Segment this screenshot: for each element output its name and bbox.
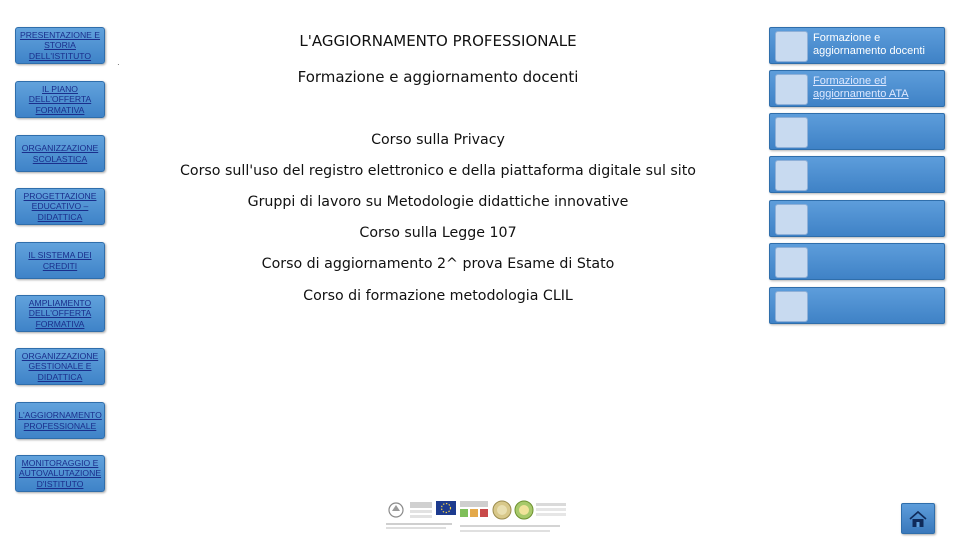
menu-square-icon	[775, 247, 808, 278]
side-menu-empty[interactable]	[769, 243, 945, 280]
nav-item-label: ORGANIZZAZIONE GESTIONALE E DIDATTICA	[21, 350, 99, 382]
page-subtitle: Formazione e aggiornamento docenti	[297, 68, 579, 86]
course-item: Corso di aggiornamento 2^ prova Esame di Stato	[261, 256, 615, 272]
side-menu-formazione-docenti[interactable]	[769, 27, 945, 64]
decorative-dot: ·	[117, 60, 120, 69]
nav-item-aggiornamento[interactable]	[15, 402, 105, 439]
nav-item-label: AMPLIAMENTO DELL'OFFERTA FORMATIVA	[28, 297, 92, 329]
side-menu-empty[interactable]	[769, 200, 945, 237]
nav-item-presentazione[interactable]	[15, 27, 105, 64]
nav-item-organizzazione-gestionale[interactable]	[15, 348, 105, 385]
nav-item-organizzazione-scolastica[interactable]	[15, 135, 105, 172]
menu-square-icon	[775, 291, 808, 322]
nav-item-sistema-crediti[interactable]	[15, 242, 105, 279]
nav-item-label: PRESENTAZIONE E STORIA DELL'ISTITUTO	[19, 29, 101, 61]
menu-square-icon	[775, 31, 808, 62]
side-menu-formazione-ata[interactable]	[769, 70, 945, 107]
side-menu-empty[interactable]	[769, 287, 945, 324]
nav-item-label: IL PIANO DELL'OFFERTA FORMATIVA	[28, 83, 92, 115]
side-menu-empty[interactable]	[769, 113, 945, 150]
nav-item-label: L'AGGIORNAMENTO PROFESSIONALE	[18, 410, 102, 431]
nav-item-label: PROGETTAZIONE EDUCATIVO – DIDATTICA	[23, 190, 97, 222]
page-title: L'AGGIORNAMENTO PROFESSIONALE	[299, 32, 577, 50]
course-item: Gruppi di lavoro su Metodologie didattiche innovative	[247, 194, 629, 210]
side-menu-empty[interactable]	[769, 156, 945, 193]
nav-item-progettazione[interactable]	[15, 188, 105, 225]
partner-logos	[384, 497, 578, 539]
course-item: Corso sulla Privacy	[371, 132, 505, 148]
nav-item-piano-offerta[interactable]	[15, 81, 105, 118]
menu-square-icon	[775, 117, 808, 148]
course-item: Corso sulla Legge 107	[359, 225, 517, 241]
course-item: Corso di formazione metodologia CLIL	[303, 288, 573, 304]
menu-square-icon	[775, 74, 808, 105]
nav-item-ampliamento[interactable]	[15, 295, 105, 332]
nav-item-label: IL SISTEMA DEI CREDITI	[28, 250, 92, 271]
course-item: Corso sull'uso del registro elettronico e della piattaforma digitale sul sito	[180, 163, 696, 179]
nav-item-monitoraggio[interactable]	[15, 455, 105, 492]
home-button[interactable]	[901, 503, 935, 534]
side-menu-label: Formazione ed aggiornamento ATA	[813, 75, 909, 100]
nav-item-label: ORGANIZZAZIONE SCOLASTICA	[21, 143, 99, 164]
menu-square-icon	[775, 204, 808, 235]
side-menu-label: Formazione e aggiornamento docenti	[813, 32, 925, 57]
menu-square-icon	[775, 160, 808, 191]
nav-item-label: MONITORAGGIO E AUTOVALUTAZIONE D'ISTITUTO	[18, 457, 102, 489]
home-icon	[902, 504, 934, 533]
